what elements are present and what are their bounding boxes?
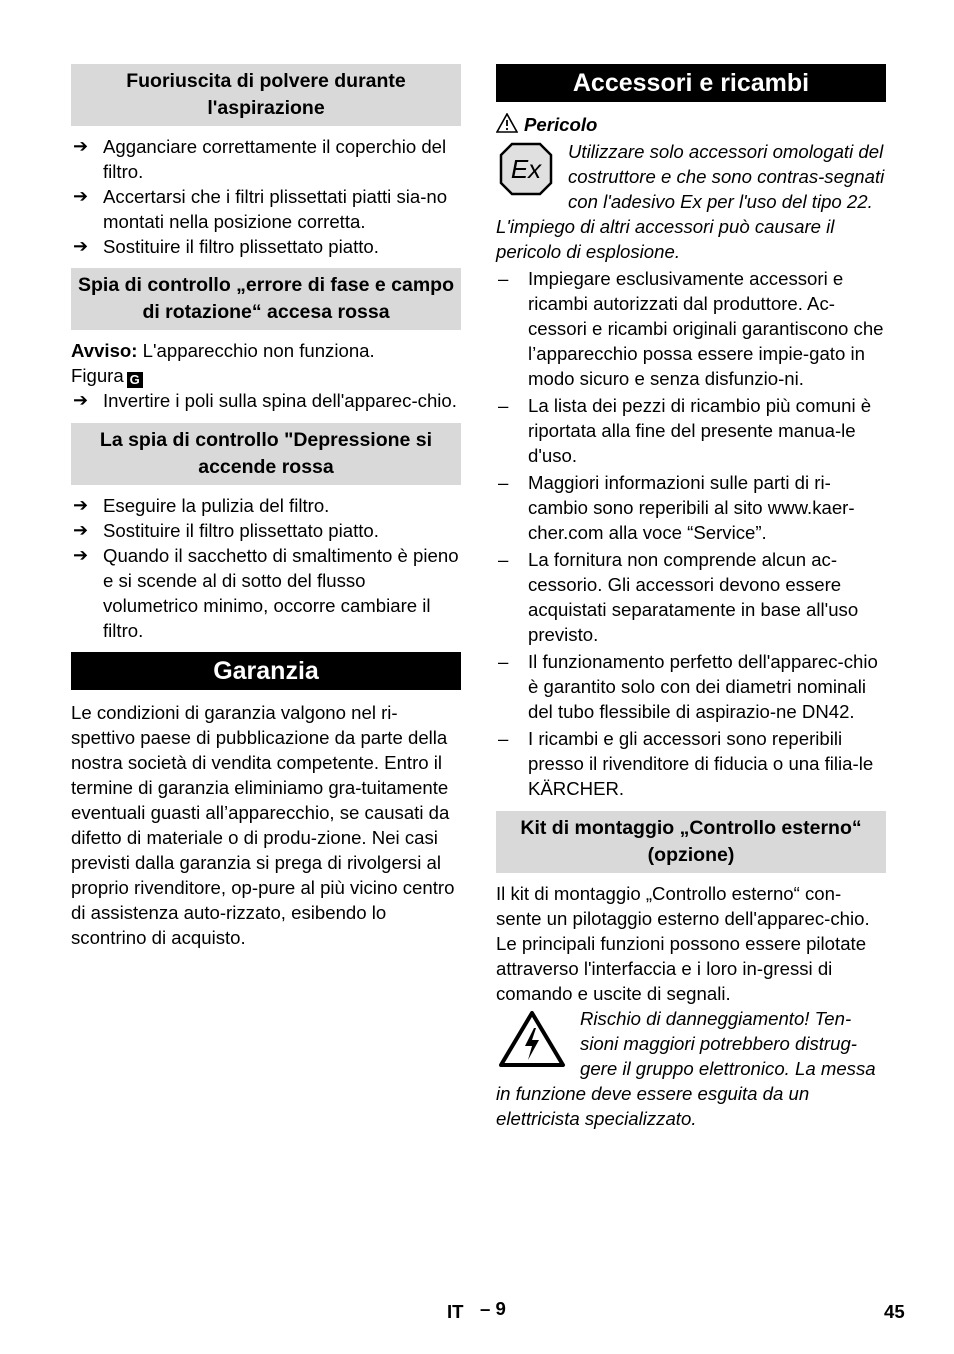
heading-phase-error: Spia di controllo „errore di fase e campo di rotazione“ accesa rossa — [71, 268, 461, 330]
garanzia-text: Le condizioni di garanzia valgono nel ri-spettivo paese di pubblicazione da parte della nostra società di vendita competente. Entro il termine di garanzia eliminiamo gra-tuitamente eventuali guasti all’apparecchio, se causati da difetto di materiale o di produ-zione. Nei casi previsti dalla garanzia si prega di rivolgersi al proprio rivenditore, op-pure al più vicino centro di assistenza auto-rizzato, esibendo lo scontrino di acquisto. — [71, 702, 455, 948]
heading-kit: Kit di montaggio „Controllo esterno“ (opzione) — [496, 811, 886, 873]
arrow-right-icon: ➔ — [73, 236, 89, 256]
pericolo-heading: Pericolo — [496, 112, 886, 137]
kit-text: Il kit di montaggio „Controllo esterno“ con-sente un pilotaggio esterno dell'apparec-chio. Le principali funzioni possono essere pilotate attraverso l'interfaccia e i loro in-gressi di comando e uscite di segnali. — [496, 883, 870, 1004]
list-item: – Maggiori informazioni sulle parti di ri-cambio sono reperibili al sito www.kaer-cher.com alla voce “Service”. — [498, 472, 855, 543]
arrow-right-icon: ➔ — [73, 520, 89, 540]
rischio-block: Rischio di danneggiamento! Ten-sioni maggiori potrebbero distrug-gere il gruppo elettronico. La messa in funzione deve essere esguita da un elettricista specializzato. — [496, 1008, 876, 1129]
list-item: – Il funzionamento perfetto dell'apparec-chio è garantito solo con dei diametri nominali del tubo flessibile di aspirazio-ne DN42. — [498, 651, 878, 722]
figura-line: Figura G — [71, 363, 461, 388]
list-item: ➔ Agganciare correttamente il coperchio del filtro. — [73, 136, 447, 182]
list-depression — [71, 493, 461, 643]
ex-explosion-icon — [498, 141, 554, 197]
arrow-right-icon: ➔ — [73, 186, 89, 206]
list-item: – La lista dei pezzi di ricambio più comuni è riportata alla fine del presente manua-le d'uso. — [498, 395, 872, 466]
list-item: ➔ Quando il sacchetto di smaltimento è pieno e si scende al di sotto del flusso volumetrico minimo, occorre cambiare il filtro. — [73, 545, 459, 641]
high-voltage-icon — [498, 1010, 566, 1068]
left-column — [71, 64, 461, 950]
accessori-list — [496, 266, 886, 801]
svg-text:Ex: Ex — [510, 154, 542, 184]
avviso-line: Avviso: L'apparecchio non funziona. — [71, 340, 375, 361]
heading-garanzia: Garanzia — [71, 652, 461, 690]
heading-depression: La spia di controllo "Depressione si accende rossa — [71, 423, 461, 485]
pericolo-block: Ex Utilizzare solo accessori omologati del costruttore e che sono contras-segnati con l'adesivo Ex per l'uso del tipo 22. L'impiego di altri accessori può causare il pericolo di esplosione. — [496, 141, 885, 262]
heading-dust-leak: Fuoriuscita di polvere durante l'aspirazione — [71, 64, 461, 126]
footer-language: IT — [447, 1301, 464, 1322]
figure-badge: G — [127, 372, 143, 388]
footer-page-number: 45 — [884, 1301, 905, 1322]
warning-triangle-icon — [496, 113, 518, 133]
list-item: – Impiegare esclusivamente accessori e ricambi autorizzati dal produttore. Ac-cessori e ricambi originali garantiscono che l’apparecchio possa essere impie-gato in modo sicuro e senza disfunzio-ni. — [498, 268, 884, 389]
list-item: ➔ Eseguire la pulizia del filtro. — [73, 495, 330, 516]
list-item: – La fornitura non comprende alcun ac-cessorio. Gli accessori devono essere acquistati separatamente in base all'uso previsto. — [498, 549, 859, 645]
arrow-right-icon: ➔ — [73, 545, 89, 565]
right-column — [496, 64, 886, 1131]
heading-accessori: Accessori e ricambi — [496, 64, 886, 102]
footer-section-page: – 9 — [480, 1298, 506, 1319]
list-dust-leak — [71, 134, 461, 259]
list-item: ➔ Invertire i poli sulla spina dell'apparec-chio. — [73, 390, 457, 411]
arrow-right-icon: ➔ — [73, 495, 89, 515]
list-item: ➔ Sostituire il filtro plissettato piatto. — [73, 520, 379, 541]
list-item: – I ricambi e gli accessori sono reperibili presso il rivenditore di fiducia o una filia-le KÄRCHER. — [498, 728, 874, 799]
list-item: ➔ Accertarsi che i filtri plissettati piatti sia-no montati nella posizione corretta. — [73, 186, 448, 232]
arrow-right-icon: ➔ — [73, 136, 89, 156]
list-item: ➔ Sostituire il filtro plissettato piatto. — [73, 236, 379, 257]
arrow-right-icon: ➔ — [73, 390, 89, 410]
